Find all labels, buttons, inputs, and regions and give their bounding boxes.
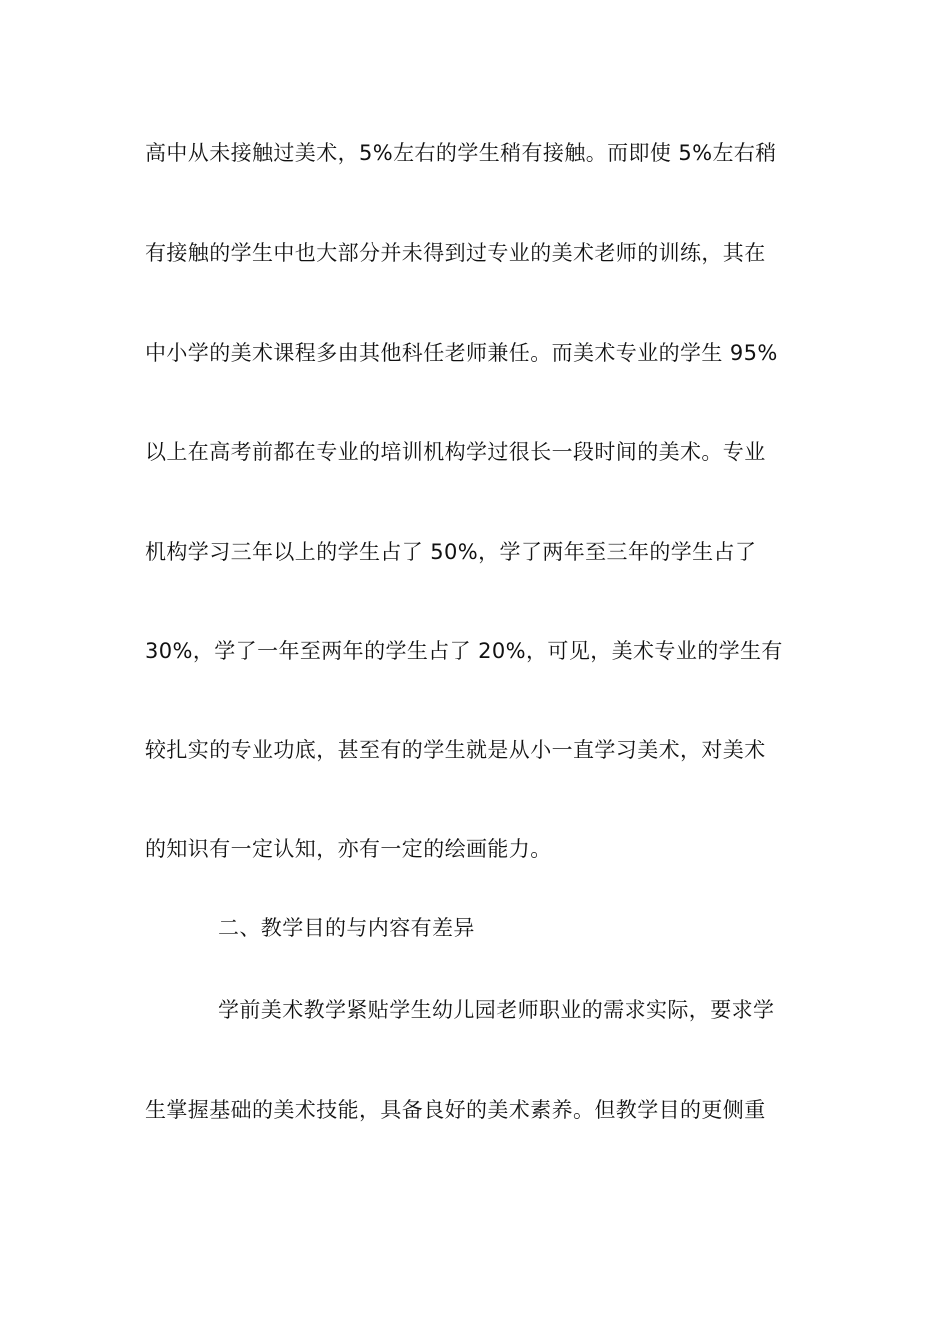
section-heading: 二、教学目的与内容有差异 [218,916,475,940]
paragraph-line: 较扎实的专业功底，甚至有的学生就是从小一直学习美术，对美术 [145,738,766,762]
paragraph-line: 生掌握基础的美术技能，具备良好的美术素养。但教学目的更侧重 [145,1098,766,1122]
paragraph-line: 有接触的学生中也大部分并未得到过专业的美术老师的训练，其在 [145,241,766,265]
paragraph-line: 高中从未接触过美术，5%左右的学生稍有接触。而即使 5%左右稍 [145,141,777,165]
paragraph-line: 以上在高考前都在专业的培训机构学过很长一段时间的美术。专业 [145,440,766,464]
paragraph-line: 30%，学了一年至两年的学生占了 20%，可见，美术专业的学生有 [145,639,783,663]
paragraph-line: 学前美术教学紧贴学生幼儿园老师职业的需求实际，要求学 [218,998,775,1022]
paragraph-line: 机构学习三年以上的学生占了 50%，学了两年至三年的学生占了 [145,540,757,564]
paragraph-line: 的知识有一定认知，亦有一定的绘画能力。 [145,837,552,861]
paragraph-line: 中小学的美术课程多由其他科任老师兼任。而美术专业的学生 95% [145,341,778,365]
